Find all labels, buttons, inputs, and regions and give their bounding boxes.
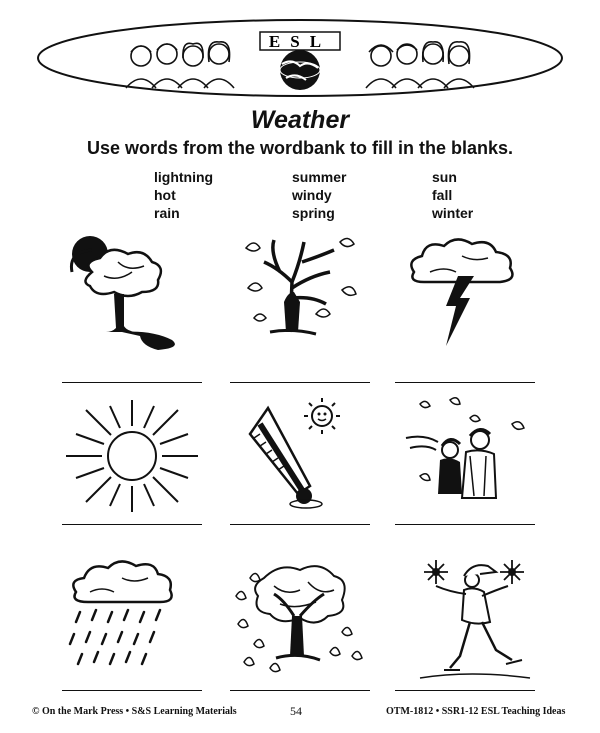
wordbank-word: hot — [154, 187, 176, 203]
lightning-cloud-icon — [400, 232, 540, 362]
instructions: Use words from the wordbank to fill in the blanks. — [86, 138, 514, 158]
autumn-tree-icon — [230, 232, 370, 362]
wordbank-word: summer — [292, 169, 347, 185]
wordbank-word: lightning — [154, 169, 214, 185]
sun-behind-tree-icon — [62, 232, 202, 362]
answer-blank-2[interactable] — [230, 382, 370, 383]
windy-people-icon — [400, 394, 540, 524]
answer-blank-7[interactable] — [62, 690, 202, 691]
wordbank-word: fall — [432, 187, 453, 203]
answer-blank-9[interactable] — [395, 690, 535, 691]
esl-banner — [36, 18, 564, 98]
answer-blank-1[interactable] — [62, 382, 202, 383]
page-title: Weather — [250, 106, 350, 134]
wordbank-column-2 — [292, 168, 346, 222]
footer-product-code: OTM-1812 • SSR1-12 ESL Teaching Ideas — [386, 706, 566, 717]
footer-publisher: © On the Mark Press • S&S Learning Materials — [32, 706, 237, 717]
banner-title: ESL — [268, 32, 332, 51]
adult-faces-icon — [366, 42, 474, 88]
wordbank-word: winter — [432, 205, 474, 221]
wordbank-word: spring — [292, 205, 335, 221]
wordbank-column-3 — [432, 168, 473, 222]
answer-blank-5[interactable] — [230, 524, 370, 525]
winter-skater-icon — [400, 556, 540, 686]
page-number: 54 — [290, 704, 302, 718]
wordbank-word: sun — [432, 169, 457, 185]
sun-icon — [62, 394, 202, 524]
thermometer-icon — [230, 394, 370, 524]
wordbank-word: rain — [154, 205, 180, 221]
answer-blank-8[interactable] — [230, 690, 370, 691]
children-faces-icon — [126, 42, 234, 88]
wordbank-word: windy — [292, 187, 332, 203]
answer-blank-6[interactable] — [395, 524, 535, 525]
wordbank-column-1 — [154, 168, 213, 222]
rain-cloud-icon — [62, 556, 202, 686]
answer-blank-3[interactable] — [395, 382, 535, 383]
answer-blank-4[interactable] — [62, 524, 202, 525]
spring-tree-icon — [230, 556, 370, 686]
